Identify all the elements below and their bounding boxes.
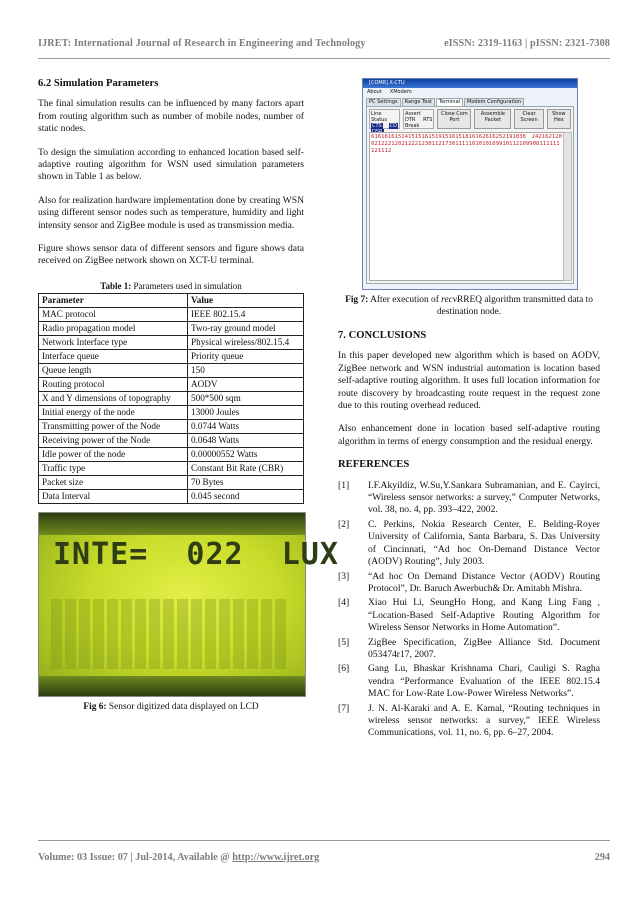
- value-cell: 0.0648 Watts: [188, 434, 304, 448]
- fig6-label: Fig 6:: [83, 702, 107, 713]
- page-footer: [38, 852, 610, 863]
- paragraph: Also enhancement done in location based self-adaptive routing algorithm in terms of energy consumption and the residual energy.: [338, 423, 600, 447]
- table-row: [39, 322, 304, 336]
- reference-number: [4]: [338, 597, 350, 609]
- value-cell: 13000 Joules: [188, 406, 304, 420]
- parameter-cell: Receiving power of the Node: [39, 434, 188, 448]
- value-cell: 0.0744 Watts: [188, 420, 304, 434]
- parameter-cell: Initial energy of the node: [39, 406, 188, 420]
- value-cell: Constant Bit Rate (CBR): [188, 462, 304, 476]
- table-row: [39, 434, 304, 448]
- header-parameter: Parameter: [39, 294, 188, 308]
- parameter-cell: Packet size: [39, 476, 188, 490]
- issn-text: eISSN: 2319-1163 | pISSN: 2321-7308: [444, 38, 610, 49]
- tab-pc-settings: PC Settings: [366, 98, 401, 106]
- terminal-panel: [366, 106, 574, 284]
- xctu-tabs: [363, 97, 577, 106]
- paragraph: To design the simulation according to enhanced location based self-adaptive routing algorithm for WSN used simulation parameters shown in Table 1 as below.: [38, 146, 304, 183]
- paragraph: Also for realization hardware implementation done by creating WSN using different sensor nodes such as temperature, humidity and light intensity sensor and ZigBee module is used as transmission media.: [38, 194, 304, 231]
- assert-label: Assert: [405, 111, 421, 117]
- value-cell: 0.00000552 Watts: [188, 448, 304, 462]
- fig6-text: Sensor digitized data displayed on LCD: [106, 702, 259, 713]
- lcd-bezel-top: [39, 513, 305, 535]
- assemble-packet-button: Assemble Packet: [474, 109, 511, 129]
- show-hex-button: Show Hex: [547, 109, 571, 129]
- fig7-text-post: RREQ algorithm transmitted data to destination node.: [436, 295, 593, 317]
- reference-item: [338, 597, 600, 634]
- value-cell: IEEE 802.15.4: [188, 308, 304, 322]
- value-cell: Two-ray ground model: [188, 322, 304, 336]
- conclusions-heading: 7. CONCLUSIONS: [338, 330, 427, 341]
- terminal-controls: [367, 107, 573, 131]
- table-body: [39, 308, 304, 504]
- reference-number: [7]: [338, 702, 350, 714]
- table-row: [39, 378, 304, 392]
- right-column: [338, 78, 600, 742]
- table-row: [39, 336, 304, 350]
- reference-text: “Ad hoc On Demand Distance Vector (AODV) Routing Protocol”, Dr. Baruch Awerbuch& Dr. Amitabh Mishra.: [368, 570, 600, 594]
- parameter-cell: Queue length: [39, 364, 188, 378]
- terminal-output: 6161616151415151615191516151816162616252191038 24216212002122212021222123011217301111101010109910112109908111111121112: [369, 132, 564, 281]
- line-status-group: [369, 109, 400, 129]
- xctu-screenshot: [362, 78, 578, 290]
- parameter-cell: X and Y dimensions of topography: [39, 392, 188, 406]
- parameter-cell: Network Interface type: [39, 336, 188, 350]
- lcd-blank-row: [51, 599, 287, 669]
- parameter-cell: Transmitting power of the Node: [39, 420, 188, 434]
- tab-range-test: Range Test: [402, 98, 435, 106]
- lcd-photo: [38, 512, 339, 697]
- reference-text: Gang Lu, Bhaskar Krishnama Chari, Cauligi S. Ragha vendra “Performance Evaluation of the IEEE 802.15.4 MAC for Low-Rate Low-Power Wireless Networks”.: [368, 663, 600, 700]
- clear-screen-button: Clear Screen: [514, 109, 543, 129]
- left-column: [38, 78, 339, 714]
- table-row: [39, 308, 304, 322]
- close-com-port-button: Close Com Port: [437, 109, 471, 129]
- fig6-caption: [38, 701, 304, 713]
- reference-number: [2]: [338, 518, 350, 530]
- reference-number: [5]: [338, 636, 350, 648]
- reference-number: [3]: [338, 570, 350, 582]
- journal-link[interactable]: http://www.ijret.org: [232, 852, 320, 863]
- parameters-table: [38, 293, 304, 504]
- parameter-cell: Idle power of the node: [39, 448, 188, 462]
- footer-volume: [38, 852, 319, 863]
- dtr-flag: DTR: [405, 117, 416, 123]
- paragraph: Figure shows sensor data of different sensors and figure shows data received on ZigBee network shown on XCT-U terminal.: [38, 243, 304, 267]
- cts-flag: CTS: [372, 123, 382, 129]
- parameter-cell: Data Interval: [39, 490, 188, 504]
- value-cell: 70 Bytes: [188, 476, 304, 490]
- reference-item: [338, 519, 600, 569]
- reference-item: [338, 480, 600, 517]
- table-row: [39, 364, 304, 378]
- reference-item: [338, 703, 600, 740]
- table-row: [39, 462, 304, 476]
- break-flag: Break: [405, 123, 420, 129]
- line-status-label: Line Status: [371, 111, 387, 123]
- menu-xmodem: XModem: [389, 89, 412, 95]
- reference-text: C. Perkins, Nokia Research Center, E. Belding-Royer University of California, Santa Barbara, S. Das University of Cincinnati, “Ad hoc On-Demand Distance Vector (AODV) Routing”, July 2003.: [368, 518, 600, 568]
- fig7-text-italic: recv: [441, 295, 457, 305]
- page-number: 294: [594, 852, 610, 863]
- page-header: [38, 38, 610, 49]
- table-row: [39, 392, 304, 406]
- reference-item: [338, 637, 600, 662]
- fig7-caption: [338, 294, 600, 318]
- reference-item: [338, 663, 600, 700]
- terminal-scrollbar: [563, 132, 572, 281]
- parameter-cell: MAC protocol: [39, 308, 188, 322]
- tab-terminal: Terminal: [436, 98, 463, 106]
- table-row: [39, 448, 304, 462]
- parameter-cell: Traffic type: [39, 462, 188, 476]
- table-row: [39, 350, 304, 364]
- references-list: [338, 480, 600, 740]
- table-row: [39, 490, 304, 504]
- header-rule: [38, 58, 610, 59]
- fig7-text-pre: After execution of: [368, 295, 442, 305]
- footer-rule: [38, 840, 610, 841]
- reference-text: I.F.Akyildiz, W.Su,Y.Sankara Subramanian, and E. Cayirci, “Wireless sensor networks: a survey,” Computer Networks, vol. 38, no. 4, pp. 393–422, 2002.: [368, 479, 600, 516]
- assert-flags: [405, 117, 432, 129]
- reference-number: [6]: [338, 663, 350, 675]
- fig7-label: Fig 7:: [345, 295, 369, 305]
- paragraph: The final simulation results can be influenced by many factors apart from routing algorithm such as number of mobile nodes, number of static nodes.: [38, 98, 304, 135]
- footer-volume-text: Volume: 03 Issue: 07 | Jul-2014, Available @: [38, 852, 233, 863]
- assert-group: [403, 109, 434, 129]
- table-header-row: [39, 294, 304, 308]
- table-row: [39, 476, 304, 490]
- references-heading: REFERENCES: [338, 459, 410, 471]
- xctu-menu: [363, 88, 577, 97]
- value-cell: Physical wireless/802.15.4: [188, 336, 304, 350]
- header-value: Value: [188, 294, 304, 308]
- table-caption: [38, 280, 304, 292]
- xctu-titlebar: [COM8] X-CTU: [363, 79, 577, 88]
- journal-title: IJRET: International Journal of Research in Engineering and Technology: [38, 38, 366, 49]
- table-row: [39, 420, 304, 434]
- reference-text: ZigBee Specification, ZigBee Alliance Std. Document 053474r17, 2007.: [368, 636, 600, 660]
- menu-about: About: [367, 89, 382, 95]
- table-row: [39, 406, 304, 420]
- parameter-cell: Routing protocol: [39, 378, 188, 392]
- tab-modem-config: Modem Configuration: [464, 98, 524, 106]
- table-caption-text: Parameters used in simulation: [131, 280, 242, 291]
- reference-item: [338, 571, 600, 596]
- cd-flag: CD: [389, 123, 397, 129]
- parameter-cell: Interface queue: [39, 350, 188, 364]
- value-cell: 0.045 second: [188, 490, 304, 504]
- reference-number: [1]: [338, 479, 350, 491]
- value-cell: 150: [188, 364, 304, 378]
- lcd-bezel-bottom: [39, 676, 305, 696]
- reference-text: Xiao Hui Li, SeungHo Hong, and Kang Ling Fang , “Location-Based Self-Adaptive Routing Algorithm for Wireless Sensor Networks in Home Automation”.: [368, 597, 600, 634]
- value-cell: Priority queue: [188, 350, 304, 364]
- parameter-cell: Radio propagation model: [39, 322, 188, 336]
- value-cell: AODV: [188, 378, 304, 392]
- paragraph: In this paper developed new algorithm which is based on AODV, ZigBee network and WSN industrial automation is location based self-adaptive routing algorithm. It uses full location information for route discovery by broadcasting route request in the request zone due to this routing overhead reduced.: [338, 350, 600, 412]
- table-caption-label: Table 1:: [100, 280, 132, 291]
- rts-flag: RTS: [423, 117, 433, 123]
- value-cell: 500*500 sqm: [188, 392, 304, 406]
- lcd-readout: INTE= 022 LUX: [53, 537, 339, 573]
- section-title-simulation: 6.2 Simulation Parameters: [38, 78, 159, 89]
- reference-text: J. N. Al-Karaki and A. E. Kamal, “Routing techniques in wireless sensor networks: a survey,” IEEE Wireless Communications, vol. 11, no. 6, pp. 6–27, 2004.: [368, 702, 600, 739]
